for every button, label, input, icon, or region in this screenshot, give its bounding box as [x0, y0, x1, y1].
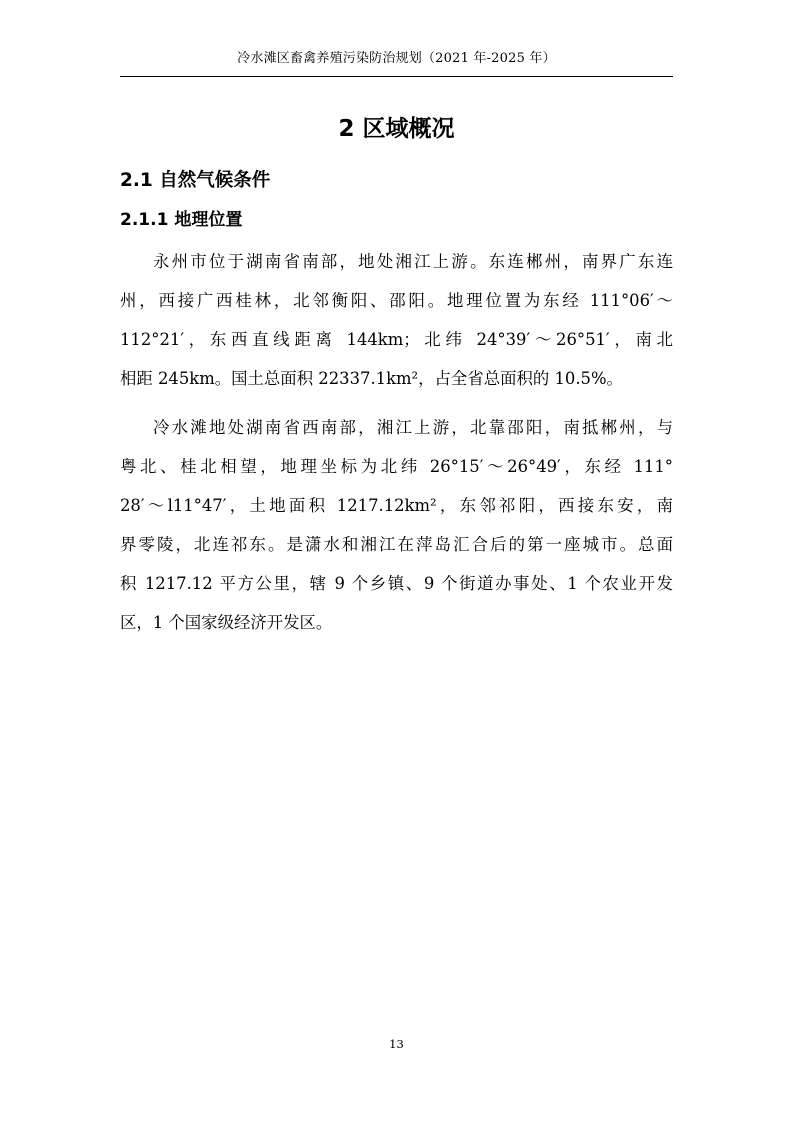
paragraph-line: 粤北、桂北相望，地理坐标为北纬 26°15′～26°49′，东经 111° [120, 457, 673, 476]
chapter-title: 2 区域概况 [338, 116, 455, 142]
paragraph-line: 永州市位于湖南省南部，地处湘江上游。东连郴州，南界广东连 [153, 252, 673, 271]
paragraph-geographic-location-yongzhou [120, 242, 673, 398]
page-number: 13 [389, 1037, 404, 1051]
paragraph-geographic-location-lengshuitan [120, 408, 673, 642]
paragraph-line: 冷水滩地处湖南省西南部，湘江上游，北靠邵阳，南抵郴州，与 [153, 418, 673, 437]
paragraph-line: 积 1217.12 平方公里，辖 9 个乡镇、9 个街道办事处、1 个农业开发 [120, 574, 673, 593]
running-header: 冷水滩区畜禽养殖污染防治规划（2021 年-2025 年） [237, 51, 556, 66]
paragraph-line: 州，西接广西桂林，北邻衡阳、邵阳。地理位置为东经 111°06′～ [120, 291, 673, 310]
paragraph-line: 区，1 个国家级经济开发区。 [120, 613, 333, 632]
header-divider [120, 76, 673, 77]
paragraph-line: 界零陵，北连祁东。是潇水和湘江在萍岛汇合后的第一座城市。总面 [120, 535, 673, 554]
subsection-title: 2.1.1 地理位置 [120, 210, 243, 230]
paragraph-line: 112°21′，东西直线距离 144km；北纬 24°39′～26°51′，南北 [120, 330, 673, 349]
paragraph-line: 相距 245km。国土总面积 22337.1km²，占全省总面积的 10.5%。 [120, 369, 623, 388]
section-title: 2.1 自然气候条件 [120, 170, 271, 191]
paragraph-line: 28′～l11°47′，土地面积 1217.12km²，东邻祁阳，西接东安，南 [120, 496, 673, 515]
